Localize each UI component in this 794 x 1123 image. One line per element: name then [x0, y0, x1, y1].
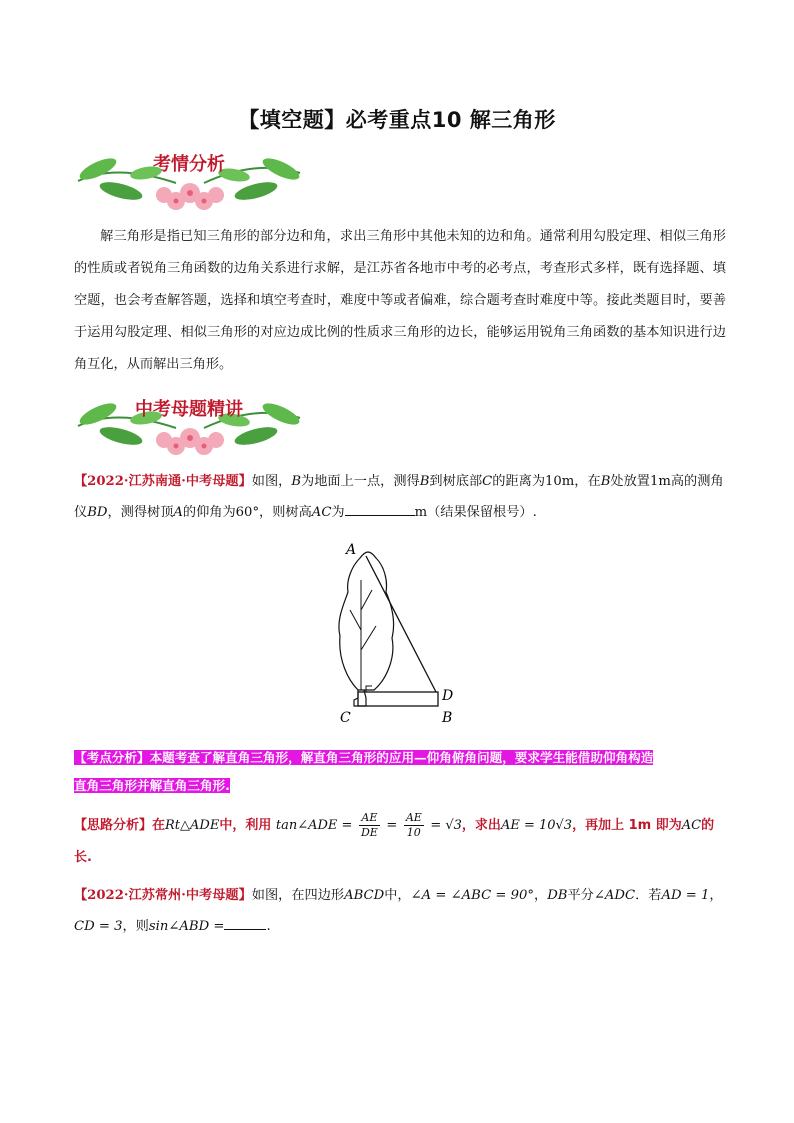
fraction-denominator: 10: [406, 826, 421, 839]
key-point-analysis: [74, 744, 726, 800]
fraction-numerator: AE: [359, 811, 380, 826]
analysis-text: 的: [701, 818, 715, 833]
thought-analysis: [74, 810, 726, 874]
question-text: 为: [331, 505, 345, 520]
math-expr: Rt△ADE: [165, 818, 220, 833]
math-expr: AC: [681, 818, 702, 833]
question-text: ，则: [122, 919, 149, 934]
analysis-line: 直角三角形并解直角三角形.: [74, 778, 230, 793]
question-text: 平分: [567, 888, 594, 903]
question-text: .: [266, 919, 271, 934]
question-text: 为地面上一点，测得: [301, 474, 420, 489]
question-text: m（结果保留根号）.: [414, 505, 537, 520]
question-source: 【2022·江苏南通·中考母题】: [74, 474, 252, 489]
analysis-text: 长.: [74, 850, 92, 865]
sight-line: [366, 556, 436, 692]
analysis-line: 【考点分析】本题考查了解直角三角形，解直角三角形的应用—仰角俯角问题，要求学生能借助仰角构造: [74, 750, 654, 765]
math-expr: = √3: [430, 818, 462, 833]
math-expr: sin∠ABD =: [148, 919, 225, 934]
math-var: B: [600, 474, 611, 489]
math-var: C: [482, 474, 493, 489]
analysis-text: 中，利用: [219, 818, 272, 833]
question-text: 的仰角为60°，则树高: [182, 505, 312, 520]
analysis-text: 【思路分析】在: [74, 818, 166, 833]
section-label: 考情分析: [153, 154, 225, 175]
tree-branches: [350, 580, 376, 690]
math-expr: =: [386, 818, 398, 833]
math-var: AC: [311, 505, 332, 520]
question-text: 中，: [384, 888, 411, 903]
question-text: ，测得树顶: [107, 505, 174, 520]
math-var: A: [173, 505, 183, 520]
math-expr: ∠A = ∠ABC = 90°: [410, 888, 534, 903]
section-label: 中考母题精讲: [135, 399, 243, 420]
math-expr: AE = 10√3: [500, 818, 573, 833]
intro-text: 解三角形是指已知三角形的部分边和角，求出三角形中其他未知的边和角。通常利用勾股定理、相似三角形的性质或者锐角三角函数的边角关系进行求解，是江苏省各地市中考的必考点，考查形式多样，既有选择题、填空题，也会考查解答题，选择和填空考查时，难度中等或者偏难，综合题考查时难度中等。接此类题目时，要善于运用勾股定理、相似三角形的对应边成比例的性质求三角形的边长，能够运用锐角三角函数的基本知识进行边角互化，从而解出三角形。: [74, 229, 726, 372]
question-text: 的距离为10m，在: [492, 474, 601, 489]
fraction: [404, 811, 424, 840]
question-text: 处放置1m高的测角仪: [74, 474, 724, 520]
math-expr: CD = 3: [74, 919, 123, 934]
page-title: 【填空题】必考重点10 解三角形: [238, 108, 556, 132]
math-expr: ∠ADC: [593, 888, 636, 903]
measuring-instrument: [358, 692, 438, 706]
math-var: B: [419, 474, 430, 489]
question-text: ，: [534, 888, 548, 903]
question-text: 如图，: [251, 474, 292, 489]
analysis-text: ，求出: [461, 818, 501, 833]
analysis-text: ，再加上 1m 即为: [572, 818, 682, 833]
question-source: 【2022·江苏常州·中考母题】: [74, 888, 252, 903]
point-label-b: B: [442, 710, 453, 726]
question-text: ．若: [635, 888, 662, 903]
question-text: ，: [709, 888, 723, 903]
answer-blank[interactable]: [224, 915, 266, 930]
question-text: 如图，在四边形: [251, 888, 345, 903]
point-label-d: D: [442, 688, 454, 704]
question-2: [74, 880, 726, 942]
math-expr: AD = 1: [661, 888, 710, 903]
intro-paragraph: [74, 221, 726, 381]
fraction: [359, 811, 380, 840]
tree-angle-figure: [330, 540, 470, 734]
math-var: ABCD: [344, 888, 385, 903]
question-1: [74, 466, 726, 528]
math-var: DB: [547, 888, 568, 903]
fraction-numerator: AE: [405, 811, 422, 824]
section-banner-analysis: [76, 147, 302, 213]
section-banner-questions: [76, 392, 302, 458]
math-var: B: [291, 474, 302, 489]
answer-blank[interactable]: [345, 501, 415, 516]
math-expr: tan∠ADE =: [275, 818, 353, 833]
point-label-c: C: [340, 710, 351, 726]
tree-crown: [339, 552, 394, 690]
question-text: 到树底部: [429, 474, 483, 489]
point-label-a: A: [346, 542, 357, 558]
fraction-denominator: DE: [360, 826, 378, 839]
math-var: BD: [87, 505, 108, 520]
right-angle-mark: [366, 686, 372, 692]
